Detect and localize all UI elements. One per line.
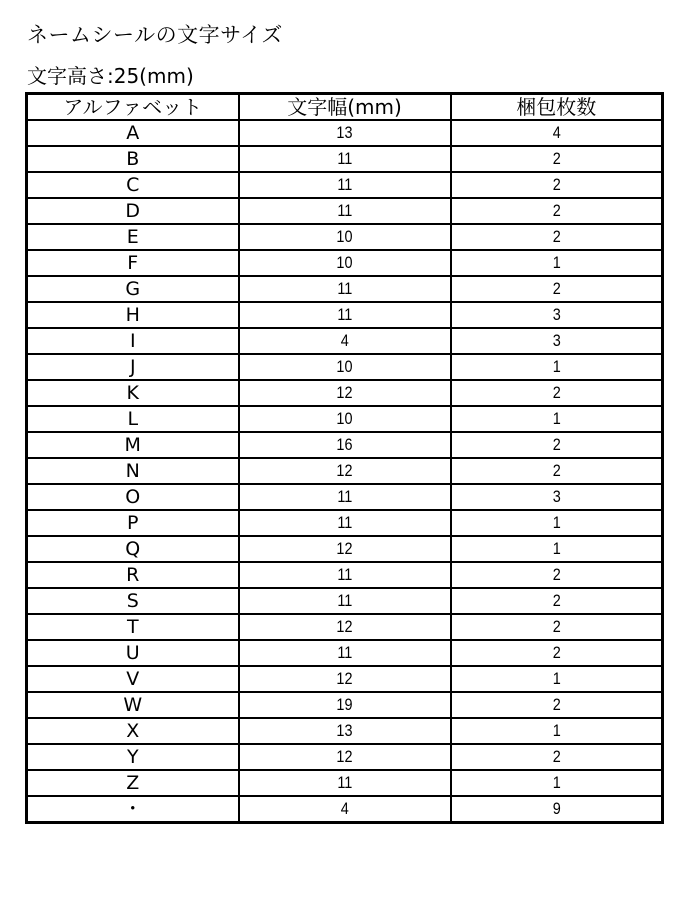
table-row (27, 484, 663, 510)
cell-letter: M (27, 432, 239, 458)
cell-letter: B (27, 146, 239, 172)
cell-count-value: 2 (552, 435, 561, 454)
cell-width-value: 11 (336, 591, 353, 610)
cell-width-value: 4 (340, 799, 349, 818)
cell-width (239, 276, 451, 302)
cell-width-value: 12 (336, 669, 353, 688)
table-row (27, 510, 663, 536)
cell-width-value: 19 (336, 695, 353, 714)
cell-width (239, 744, 451, 770)
table-row (27, 692, 663, 718)
cell-letter: C (27, 172, 239, 198)
cell-width (239, 432, 451, 458)
cell-width-value: 10 (336, 357, 353, 376)
table-row (27, 770, 663, 796)
cell-count-value: 3 (552, 305, 561, 324)
cell-letter: F (27, 250, 239, 276)
cell-width (239, 562, 451, 588)
cell-width (239, 510, 451, 536)
cell-letter: Z (27, 770, 239, 796)
cell-count (451, 562, 663, 588)
cell-letter: N (27, 458, 239, 484)
table-row (27, 120, 663, 146)
cell-width (239, 380, 451, 406)
cell-count (451, 718, 663, 744)
cell-count (451, 380, 663, 406)
cell-width (239, 172, 451, 198)
cell-width-value: 10 (336, 253, 353, 272)
cell-count (451, 276, 663, 302)
table-row (27, 796, 663, 823)
cell-count-value: 3 (552, 331, 561, 350)
table-row (27, 536, 663, 562)
cell-letter: P (27, 510, 239, 536)
cell-count (451, 666, 663, 692)
cell-letter: E (27, 224, 239, 250)
cell-width (239, 328, 451, 354)
cell-count (451, 354, 663, 380)
cell-letter: A (27, 120, 239, 146)
cell-width-value: 10 (336, 409, 353, 428)
cell-count (451, 250, 663, 276)
cell-width-value: 12 (336, 617, 353, 636)
cell-count-value: 4 (552, 123, 561, 142)
table-row (27, 458, 663, 484)
cell-count (451, 744, 663, 770)
cell-count (451, 484, 663, 510)
cell-width (239, 484, 451, 510)
cell-letter: Q (27, 536, 239, 562)
cell-width-value: 13 (336, 721, 353, 740)
cell-width (239, 120, 451, 146)
cell-width-value: 12 (336, 539, 353, 558)
character-height-label: 文字高さ:25(mm) (27, 64, 194, 88)
cell-width (239, 666, 451, 692)
cell-count (451, 328, 663, 354)
cell-width-value: 11 (336, 279, 353, 298)
cell-width (239, 640, 451, 666)
cell-width (239, 536, 451, 562)
table-row (27, 666, 663, 692)
cell-count-value: 2 (552, 617, 561, 636)
cell-count (451, 224, 663, 250)
cell-width-value: 12 (336, 747, 353, 766)
cell-letter: V (27, 666, 239, 692)
cell-count-value: 1 (552, 773, 561, 792)
cell-width-value: 11 (336, 513, 353, 532)
cell-count (451, 146, 663, 172)
cell-width (239, 354, 451, 380)
table-row (27, 354, 663, 380)
table-row (27, 614, 663, 640)
header-character-width: 文字幅(mm) (239, 94, 451, 121)
cell-letter: K (27, 380, 239, 406)
cell-width (239, 250, 451, 276)
cell-count (451, 614, 663, 640)
cell-count-value: 1 (552, 253, 561, 272)
table-row (27, 224, 663, 250)
cell-count (451, 770, 663, 796)
table-row (27, 432, 663, 458)
cell-width (239, 770, 451, 796)
cell-width-value: 16 (336, 435, 353, 454)
cell-count-value: 1 (552, 539, 561, 558)
cell-letter: H (27, 302, 239, 328)
cell-count (451, 510, 663, 536)
header-package-count: 梱包枚数 (451, 94, 663, 121)
cell-width (239, 614, 451, 640)
table-body (27, 120, 663, 823)
cell-count-value: 2 (552, 565, 561, 584)
cell-width-value: 11 (336, 201, 353, 220)
cell-count-value: 2 (552, 747, 561, 766)
cell-width (239, 718, 451, 744)
cell-count (451, 172, 663, 198)
table-row (27, 562, 663, 588)
cell-count-value: 3 (552, 487, 561, 506)
table-row (27, 718, 663, 744)
cell-count-value: 1 (552, 409, 561, 428)
cell-width-value: 11 (336, 565, 353, 584)
cell-width-value: 11 (336, 305, 353, 324)
cell-count (451, 588, 663, 614)
cell-width-value: 11 (336, 643, 353, 662)
cell-width-value: 10 (336, 227, 353, 246)
cell-letter: J (27, 354, 239, 380)
table-row (27, 380, 663, 406)
cell-letter: R (27, 562, 239, 588)
table-row (27, 276, 663, 302)
cell-count-value: 1 (552, 513, 561, 532)
cell-letter: S (27, 588, 239, 614)
cell-count-value: 2 (552, 149, 561, 168)
cell-count-value: 2 (552, 175, 561, 194)
cell-letter: ・ (27, 796, 239, 823)
header-alphabet: アルファベット (27, 94, 239, 121)
cell-count-value: 2 (552, 591, 561, 610)
table-row (27, 744, 663, 770)
table-row (27, 146, 663, 172)
cell-width (239, 224, 451, 250)
table-row (27, 172, 663, 198)
cell-count (451, 198, 663, 224)
cell-letter: D (27, 198, 239, 224)
cell-letter: X (27, 718, 239, 744)
cell-count (451, 640, 663, 666)
cell-count (451, 536, 663, 562)
cell-width (239, 406, 451, 432)
cell-letter: O (27, 484, 239, 510)
cell-letter: G (27, 276, 239, 302)
page-title: ネームシールの文字サイズ (27, 23, 283, 47)
table-row (27, 588, 663, 614)
cell-width (239, 588, 451, 614)
cell-count (451, 432, 663, 458)
cell-letter: Y (27, 744, 239, 770)
cell-count-value: 2 (552, 201, 561, 220)
table-row (27, 198, 663, 224)
character-size-table (25, 92, 664, 824)
table-row (27, 250, 663, 276)
cell-width (239, 198, 451, 224)
cell-letter: L (27, 406, 239, 432)
cell-count-value: 1 (552, 721, 561, 740)
table-header-row (27, 94, 663, 121)
table-row (27, 302, 663, 328)
table-row (27, 640, 663, 666)
cell-count (451, 692, 663, 718)
cell-count-value: 2 (552, 643, 561, 662)
cell-letter: U (27, 640, 239, 666)
cell-count-value: 2 (552, 695, 561, 714)
cell-width-value: 4 (340, 331, 349, 350)
cell-count-value: 2 (552, 227, 561, 246)
cell-width-value: 11 (336, 773, 353, 792)
cell-count-value: 2 (552, 279, 561, 298)
table-row (27, 328, 663, 354)
cell-width (239, 302, 451, 328)
cell-count (451, 796, 663, 823)
cell-width (239, 796, 451, 823)
cell-count-value: 1 (552, 357, 561, 376)
cell-count (451, 406, 663, 432)
cell-count (451, 120, 663, 146)
cell-width-value: 13 (336, 123, 353, 142)
cell-count-value: 9 (552, 799, 561, 818)
cell-width-value: 11 (336, 487, 353, 506)
cell-width-value: 12 (336, 461, 353, 480)
cell-width-value: 11 (336, 149, 353, 168)
cell-width (239, 146, 451, 172)
cell-count-value: 1 (552, 669, 561, 688)
cell-count (451, 458, 663, 484)
cell-count-value: 2 (552, 383, 561, 402)
cell-width (239, 692, 451, 718)
cell-letter: T (27, 614, 239, 640)
cell-width-value: 12 (336, 383, 353, 402)
cell-width-value: 11 (336, 175, 353, 194)
table-row (27, 406, 663, 432)
cell-letter: I (27, 328, 239, 354)
cell-count (451, 302, 663, 328)
cell-width (239, 458, 451, 484)
cell-letter: W (27, 692, 239, 718)
cell-count-value: 2 (552, 461, 561, 480)
